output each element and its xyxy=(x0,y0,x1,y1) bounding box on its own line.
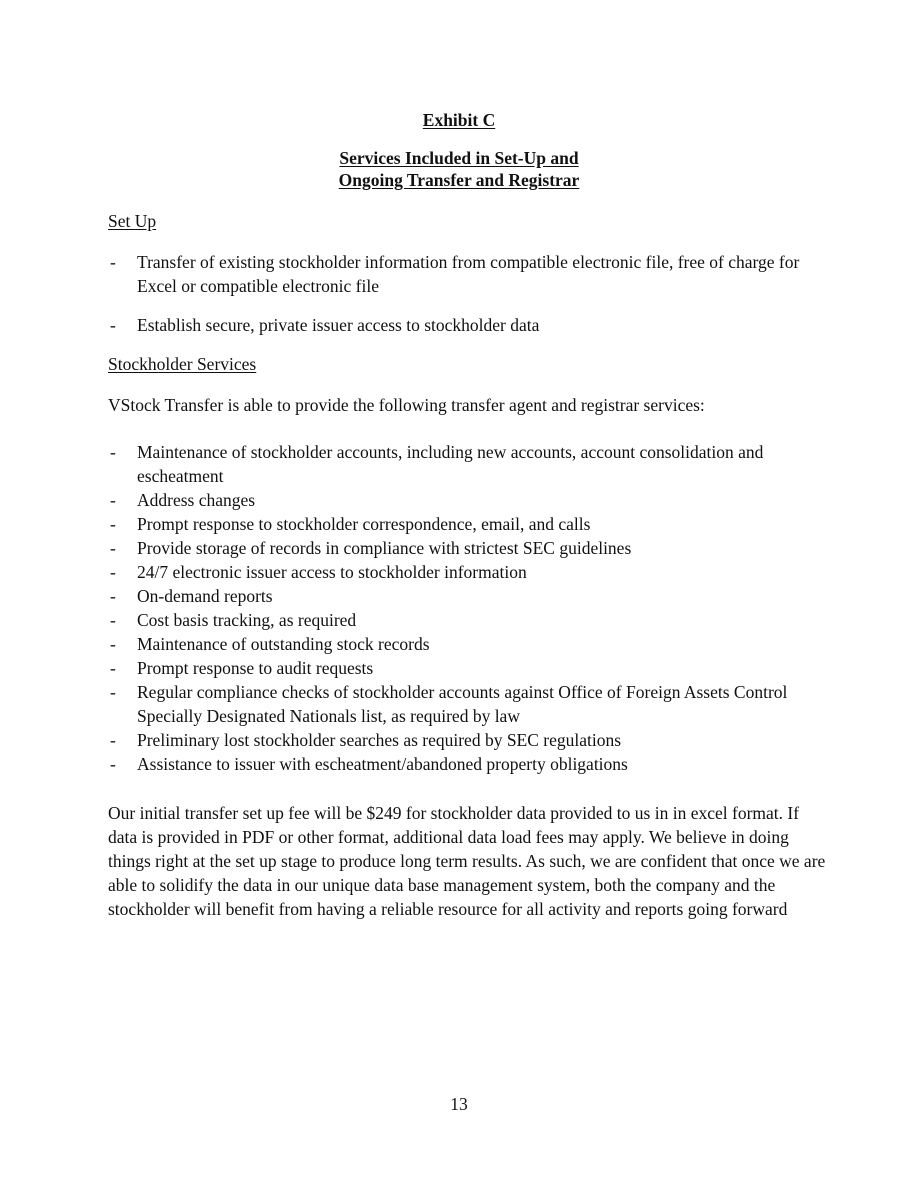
list-item xyxy=(108,440,828,488)
list-item xyxy=(108,656,828,680)
subtitle-line-2: Ongoing Transfer and Registrar xyxy=(338,170,580,190)
bullet-dash: - xyxy=(110,634,116,654)
list-item-text: Regular compliance checks of stockholder accounts against Office of Foreign Assets Control Specially Designated Nationals list, as required by law xyxy=(137,682,788,726)
list-item xyxy=(108,680,828,728)
list-item-text: Cost basis tracking, as required xyxy=(137,610,357,630)
list-item-text: Address changes xyxy=(137,490,256,510)
bullet-dash: - xyxy=(110,562,116,582)
list-item xyxy=(108,752,828,776)
list-item xyxy=(108,313,828,337)
page-number: 13 xyxy=(450,1094,468,1114)
list-item xyxy=(108,512,828,536)
closing-paragraph: Our initial transfer set up fee will be $249 for stockholder data provided to us in in excel format. If data is provided in PDF or other format, additional data load fees may apply. We believe in doing things right at the set up stage to produce long term results. As such, we are confident that once we are able to solidify the data in our unique data base management system, both the company and the stockholder will benefit from having a reliable resource for all activity and reports going forward xyxy=(108,803,826,919)
bullet-dash: - xyxy=(110,490,116,510)
list-item-text: Assistance to issuer with escheatment/abandoned property obligations xyxy=(137,754,628,774)
exhibit-title: Exhibit C xyxy=(422,110,496,130)
bullet-dash: - xyxy=(110,514,116,534)
bullet-dash: - xyxy=(110,538,116,558)
bullet-dash: - xyxy=(110,586,116,606)
list-item-text: 24/7 electronic issuer access to stockholder information xyxy=(137,562,527,582)
list-item-text: Maintenance of outstanding stock records xyxy=(137,634,430,654)
list-item-text: Prompt response to audit requests xyxy=(137,658,374,678)
bullet-dash: - xyxy=(110,658,116,678)
list-item xyxy=(108,728,828,752)
list-item-text: Provide storage of records in compliance with strictest SEC guidelines xyxy=(137,538,632,558)
bullet-dash: - xyxy=(110,442,116,462)
list-item-text: Preliminary lost stockholder searches as required by SEC regulations xyxy=(137,730,622,750)
stockholder-services-heading: Stockholder Services xyxy=(108,354,257,374)
list-item xyxy=(108,250,828,298)
list-item-text: Transfer of existing stockholder information from compatible electronic file, free of charge for Excel or compatible electronic file xyxy=(137,252,800,296)
list-item xyxy=(108,608,828,632)
bullet-dash: - xyxy=(110,754,116,774)
list-item xyxy=(108,560,828,584)
subtitle-line-1: Services Included in Set-Up and xyxy=(339,148,579,168)
setup-list xyxy=(108,250,828,337)
bullet-dash: - xyxy=(110,610,116,630)
list-item-text: Maintenance of stockholder accounts, including new accounts, account consolidation and escheatment xyxy=(137,442,764,486)
list-item xyxy=(108,488,828,512)
list-item-text: On-demand reports xyxy=(137,586,273,606)
bullet-dash: - xyxy=(110,315,116,335)
list-item-text: Prompt response to stockholder correspondence, email, and calls xyxy=(137,514,591,534)
exhibit-subtitle xyxy=(0,147,918,191)
list-item xyxy=(108,584,828,608)
list-item-text: Establish secure, private issuer access to stockholder data xyxy=(137,315,540,335)
bullet-dash: - xyxy=(110,682,116,702)
setup-heading: Set Up xyxy=(108,211,157,231)
list-item xyxy=(108,536,828,560)
stockholder-services-list xyxy=(108,440,828,776)
bullet-dash: - xyxy=(110,730,116,750)
stockholder-services-intro: VStock Transfer is able to provide the following transfer agent and registrar services: xyxy=(108,395,705,415)
bullet-dash: - xyxy=(110,252,116,272)
list-item xyxy=(108,632,828,656)
